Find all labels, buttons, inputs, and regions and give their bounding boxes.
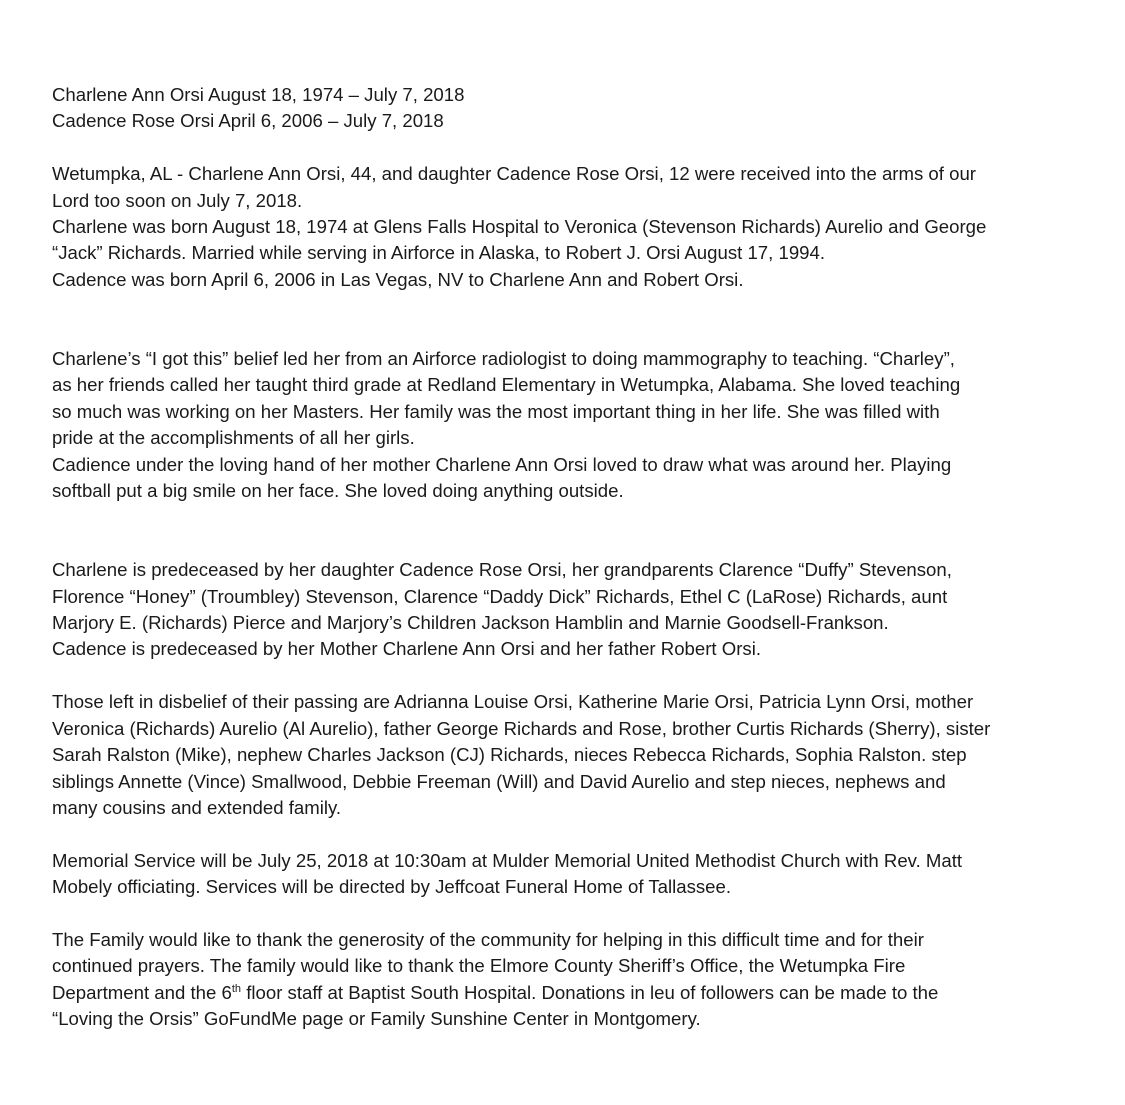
- text-line: Cadence was born April 6, 2006 in Las Vegas, NV to Charlene Ann and Robert Orsi.: [52, 268, 744, 290]
- life-paragraph: [52, 346, 1092, 504]
- text-line: continued prayers. The family would like to thank the Elmore County Sheriff’s Office, the Wetumpka Fire: [52, 955, 906, 977]
- text-line: Veronica (Richards) Aurelio (Al Aurelio), father George Richards and Rose, brother Curtis Richards (Sherry), sister: [52, 717, 991, 739]
- text-line: “Jack” Richards. Married while serving in Airforce in Alaska, to Robert J. Orsi August 17, 1994.: [52, 242, 826, 264]
- text-line: Charlene is predeceased by her daughter Cadence Rose Orsi, her grandparents Clarence “Duffy” Stevenson,: [52, 559, 952, 581]
- text-line: Charlene’s “I got this” belief led her from an Airforce radiologist to doing mammography to teaching. “Charley”,: [52, 348, 955, 370]
- text-line: softball put a big smile on her face. She loved doing anything outside.: [52, 480, 624, 502]
- ordinal-suffix: th: [231, 982, 242, 995]
- text-line: many cousins and extended family.: [52, 796, 342, 818]
- text-line: Wetumpka, AL - Charlene Ann Orsi, 44, and daughter Cadence Rose Orsi, 12 were received into the arms of our: [52, 163, 976, 185]
- text-line: Cadience under the loving hand of her mother Charlene Ann Orsi loved to draw what was around her. Playing: [52, 453, 952, 475]
- predeceased-paragraph: [52, 557, 1092, 663]
- text-line: The Family would like to thank the generosity of the community for helping in this difficult time and for their: [52, 928, 924, 950]
- obituary-document: [52, 82, 1092, 1033]
- text-line: as her friends called her taught third grade at Redland Elementary in Wetumpka, Alabama. She loved teaching: [52, 374, 961, 396]
- text-line: pride at the accomplishments of all her girls.: [52, 427, 415, 449]
- service-paragraph: [52, 848, 1092, 901]
- text-line: Marjory E. (Richards) Pierce and Marjory’s Children Jackson Hamblin and Marnie Goodsell-Frankson.: [52, 612, 889, 634]
- paragraph-spacer: [52, 504, 1092, 557]
- text-line: Those left in disbelief of their passing are Adrianna Louise Orsi, Katherine Marie Orsi, Patricia Lynn Orsi, mother: [52, 691, 974, 713]
- intro-paragraph: [52, 161, 1092, 293]
- text-line: Florence “Honey” (Troumbley) Stevenson, Clarence “Daddy Dick” Richards, Ethel C (LaRose) Richards, aunt: [52, 585, 948, 607]
- paragraph-spacer: [52, 135, 1092, 161]
- text-line: Memorial Service will be July 25, 2018 at 10:30am at Mulder Memorial United Methodist Church with Rev. Matt: [52, 849, 963, 871]
- text-fragment: Department and the 6: [52, 981, 232, 1003]
- header-line-cadence: Cadence Rose Orsi April 6, 2006 – July 7, 2018: [52, 110, 444, 132]
- text-line: Lord too soon on July 7, 2018.: [52, 189, 303, 211]
- paragraph-spacer: [52, 293, 1092, 346]
- text-line-with-ordinal: [52, 980, 1092, 1006]
- text-line: Mobely officiating. Services will be directed by Jeffcoat Funeral Home of Tallassee.: [52, 876, 732, 898]
- text-line: Charlene was born August 18, 1974 at Glens Falls Hospital to Veronica (Stevenson Richards) Aurelio and George: [52, 216, 987, 238]
- thanks-paragraph: [52, 927, 1092, 1033]
- text-fragment: floor staff at Baptist South Hospital. Donations in leu of followers can be made to the: [241, 981, 939, 1003]
- header-block: [52, 82, 1092, 135]
- paragraph-spacer: [52, 821, 1092, 847]
- text-line: Cadence is predeceased by her Mother Charlene Ann Orsi and her father Robert Orsi.: [52, 638, 762, 660]
- paragraph-spacer: [52, 663, 1092, 689]
- text-line: Sarah Ralston (Mike), nephew Charles Jackson (CJ) Richards, nieces Rebecca Richards, Sophia Ralston. step: [52, 744, 967, 766]
- header-line-charlene: Charlene Ann Orsi August 18, 1974 – July 7, 2018: [52, 84, 465, 105]
- text-line: siblings Annette (Vince) Smallwood, Debbie Freeman (Will) and David Aurelio and step nieces, nephews and: [52, 770, 946, 792]
- paragraph-spacer: [52, 901, 1092, 927]
- text-line: so much was working on her Masters. Her family was the most important thing in her life. She was filled with: [52, 400, 940, 422]
- text-line: “Loving the Orsis” GoFundMe page or Family Sunshine Center in Montgomery.: [52, 1008, 701, 1030]
- survivors-paragraph: [52, 689, 1092, 821]
